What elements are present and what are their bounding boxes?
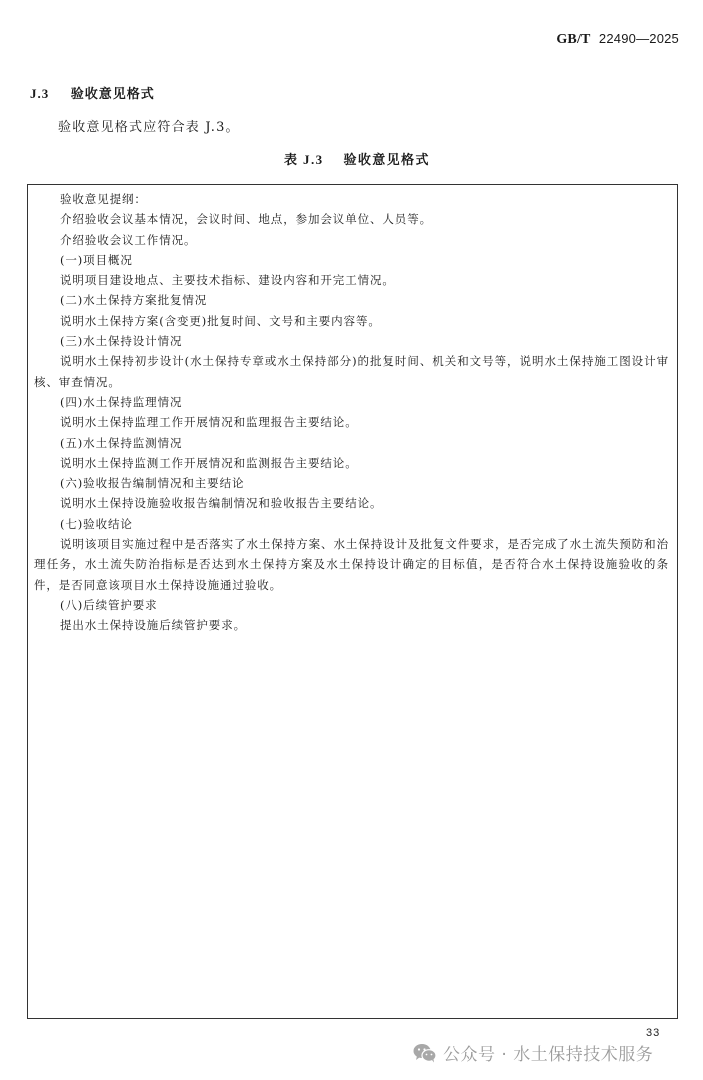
outline-heading: 验收意见提纲： — [60, 192, 147, 206]
standard-prefix: GB/T — [556, 32, 591, 47]
outline-subheading: (五)水土保持监测情况 — [60, 435, 183, 450]
section-heading — [30, 83, 155, 102]
outline-line: 说明项目建设地点、主要技术指标、建设内容和开完工情况。 — [60, 273, 395, 288]
outline-line: 说明水土保持设施验收报告编制情况和验收报告主要结论。 — [60, 496, 383, 511]
outline-subheading: (八)后续管护要求 — [60, 597, 158, 612]
outline-line: 提出水土保持设施后续管护要求。 — [60, 618, 246, 633]
watermark — [413, 1040, 653, 1065]
acceptance-opinion-table — [27, 184, 678, 1019]
section-number: J.3 — [30, 86, 50, 101]
outline-line: 说明水土保持监测工作开展情况和监测报告主要结论。 — [60, 455, 358, 470]
outline-line: 说明该项目实施过程中是否落实了水土保持方案、水土保持设计及批复文件要求，是否完成了水土流失预防和治理任务，水土流失防治指标是否达到水土保持方案及水土保持设计确定的目标值，是否符合水土保持设施验收的条件，是否同意该项目水土保持设施通过验收。 — [34, 537, 669, 592]
outline-line: 介绍验收会议基本情况，会议时间、地点，参加会议单位、人员等。 — [60, 212, 432, 227]
table-caption — [284, 149, 430, 168]
section-title: 验收意见格式 — [70, 87, 155, 102]
table-caption-title: 验收意见格式 — [343, 153, 430, 168]
outline-subheading: (二)水土保持方案批复情况 — [60, 293, 208, 308]
outline-line: 说明水土保持方案(含变更)批复时间、文号和主要内容等。 — [60, 313, 381, 328]
outline-subheading: (一)项目概况 — [60, 252, 133, 267]
section-intro: 验收意见格式应符合表 J.3。 — [58, 120, 240, 135]
outline-subheading: (七)验收结论 — [60, 516, 133, 531]
outline-line: 说明水土保持监理工作开展情况和监理报告主要结论。 — [60, 415, 358, 430]
wechat-icon — [413, 1043, 437, 1063]
outline-line: 说明水土保持初步设计(水土保持专章或水土保持部分)的批复时间、机关和文号等，说明水土保持施工图设计审核、审查情况。 — [34, 354, 669, 389]
standard-number: 22490—2025 — [598, 31, 679, 46]
outline-line: 介绍验收会议工作情况。 — [60, 232, 197, 247]
outline-subheading: (三)水土保持设计情况 — [60, 334, 183, 349]
outline-subheading: (六)验收报告编制情况和主要结论 — [60, 476, 245, 491]
table-caption-id: 表 J.3 — [284, 152, 324, 167]
outline-subheading: (四)水土保持监理情况 — [60, 394, 183, 409]
standard-code — [556, 31, 679, 48]
opinion-outline — [34, 189, 669, 636]
watermark-text: 公众号 · 水土保持技术服务 — [443, 1045, 654, 1065]
page-number: 33 — [646, 1027, 661, 1039]
